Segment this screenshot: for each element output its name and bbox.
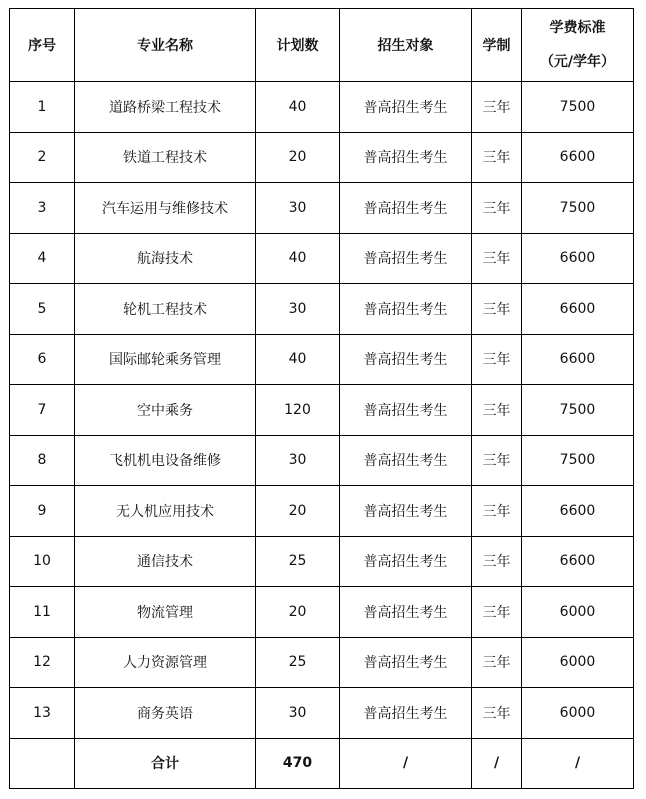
cell-duration: 三年 bbox=[472, 688, 522, 739]
cell-plan: 40 bbox=[256, 233, 340, 284]
total-duration: / bbox=[472, 738, 522, 789]
cell-major: 国际邮轮乘务管理 bbox=[75, 334, 256, 385]
table-row bbox=[10, 183, 634, 234]
table-row bbox=[10, 435, 634, 486]
cell-plan: 30 bbox=[256, 688, 340, 739]
cell-plan: 25 bbox=[256, 536, 340, 587]
cell-target: 普高招生考生 bbox=[340, 82, 472, 133]
header-fee-line1: 学费标准 bbox=[549, 20, 606, 36]
cell-duration: 三年 bbox=[472, 385, 522, 436]
cell-duration: 三年 bbox=[472, 637, 522, 688]
cell-index: 7 bbox=[10, 385, 75, 436]
header-plan: 计划数 bbox=[256, 9, 340, 82]
cell-duration: 三年 bbox=[472, 334, 522, 385]
cell-target: 普高招生考生 bbox=[340, 688, 472, 739]
table-row bbox=[10, 587, 634, 638]
table-row bbox=[10, 334, 634, 385]
cell-target: 普高招生考生 bbox=[340, 587, 472, 638]
table-row bbox=[10, 132, 634, 183]
header-target: 招生对象 bbox=[340, 9, 472, 82]
cell-plan: 30 bbox=[256, 284, 340, 335]
cell-major: 空中乘务 bbox=[75, 385, 256, 436]
cell-fee: 6000 bbox=[522, 587, 634, 638]
cell-fee: 6600 bbox=[522, 486, 634, 537]
cell-fee: 6000 bbox=[522, 688, 634, 739]
cell-duration: 三年 bbox=[472, 435, 522, 486]
cell-fee: 6600 bbox=[522, 233, 634, 284]
cell-target: 普高招生考生 bbox=[340, 536, 472, 587]
total-label: 合计 bbox=[75, 738, 256, 789]
cell-target: 普高招生考生 bbox=[340, 486, 472, 537]
cell-duration: 三年 bbox=[472, 132, 522, 183]
cell-fee: 6600 bbox=[522, 132, 634, 183]
cell-target: 普高招生考生 bbox=[340, 132, 472, 183]
cell-major: 轮机工程技术 bbox=[75, 284, 256, 335]
cell-plan: 20 bbox=[256, 132, 340, 183]
cell-plan: 20 bbox=[256, 587, 340, 638]
header-row bbox=[10, 9, 634, 82]
total-plan: 470 bbox=[256, 738, 340, 789]
header-index: 序号 bbox=[10, 9, 75, 82]
cell-fee: 6600 bbox=[522, 536, 634, 587]
cell-index: 12 bbox=[10, 637, 75, 688]
total-target: / bbox=[340, 738, 472, 789]
table-row bbox=[10, 536, 634, 587]
cell-target: 普高招生考生 bbox=[340, 183, 472, 234]
cell-major: 商务英语 bbox=[75, 688, 256, 739]
cell-major: 人力资源管理 bbox=[75, 637, 256, 688]
cell-duration: 三年 bbox=[472, 486, 522, 537]
cell-fee: 6600 bbox=[522, 334, 634, 385]
cell-plan: 30 bbox=[256, 183, 340, 234]
cell-major: 道路桥梁工程技术 bbox=[75, 82, 256, 133]
cell-index: 5 bbox=[10, 284, 75, 335]
cell-fee: 6000 bbox=[522, 637, 634, 688]
cell-plan: 40 bbox=[256, 334, 340, 385]
cell-duration: 三年 bbox=[472, 284, 522, 335]
cell-major: 航海技术 bbox=[75, 233, 256, 284]
cell-fee: 7500 bbox=[522, 183, 634, 234]
table-body bbox=[10, 82, 634, 789]
cell-fee: 7500 bbox=[522, 82, 634, 133]
cell-duration: 三年 bbox=[472, 82, 522, 133]
cell-plan: 20 bbox=[256, 486, 340, 537]
total-fee: / bbox=[522, 738, 634, 789]
table-row bbox=[10, 486, 634, 537]
cell-index: 4 bbox=[10, 233, 75, 284]
cell-index: 9 bbox=[10, 486, 75, 537]
header-major: 专业名称 bbox=[75, 9, 256, 82]
cell-plan: 25 bbox=[256, 637, 340, 688]
cell-target: 普高招生考生 bbox=[340, 385, 472, 436]
cell-index: 11 bbox=[10, 587, 75, 638]
cell-duration: 三年 bbox=[472, 536, 522, 587]
cell-plan: 120 bbox=[256, 385, 340, 436]
cell-duration: 三年 bbox=[472, 233, 522, 284]
cell-target: 普高招生考生 bbox=[340, 637, 472, 688]
cell-major: 通信技术 bbox=[75, 536, 256, 587]
table-row bbox=[10, 385, 634, 436]
cell-major: 汽车运用与维修技术 bbox=[75, 183, 256, 234]
table-row bbox=[10, 284, 634, 335]
table-row bbox=[10, 82, 634, 133]
cell-index: 6 bbox=[10, 334, 75, 385]
cell-index: 1 bbox=[10, 82, 75, 133]
table-row bbox=[10, 637, 634, 688]
table-row bbox=[10, 233, 634, 284]
cell-index: 8 bbox=[10, 435, 75, 486]
cell-major: 飞机机电设备维修 bbox=[75, 435, 256, 486]
cell-fee: 7500 bbox=[522, 435, 634, 486]
total-index-cell bbox=[10, 738, 75, 789]
total-row bbox=[10, 738, 634, 789]
table-row bbox=[10, 688, 634, 739]
cell-major: 物流管理 bbox=[75, 587, 256, 638]
cell-fee: 7500 bbox=[522, 385, 634, 436]
cell-major: 铁道工程技术 bbox=[75, 132, 256, 183]
cell-target: 普高招生考生 bbox=[340, 233, 472, 284]
cell-target: 普高招生考生 bbox=[340, 334, 472, 385]
cell-target: 普高招生考生 bbox=[340, 284, 472, 335]
cell-target: 普高招生考生 bbox=[340, 435, 472, 486]
header-fee bbox=[522, 9, 634, 82]
header-fee-line2: （元/学年） bbox=[539, 54, 616, 70]
cell-duration: 三年 bbox=[472, 587, 522, 638]
cell-index: 13 bbox=[10, 688, 75, 739]
cell-plan: 30 bbox=[256, 435, 340, 486]
header-duration: 学制 bbox=[472, 9, 522, 82]
cell-index: 2 bbox=[10, 132, 75, 183]
cell-index: 3 bbox=[10, 183, 75, 234]
enrollment-plan-table bbox=[9, 8, 634, 789]
cell-major: 无人机应用技术 bbox=[75, 486, 256, 537]
cell-index: 10 bbox=[10, 536, 75, 587]
cell-plan: 40 bbox=[256, 82, 340, 133]
cell-duration: 三年 bbox=[472, 183, 522, 234]
cell-fee: 6600 bbox=[522, 284, 634, 335]
